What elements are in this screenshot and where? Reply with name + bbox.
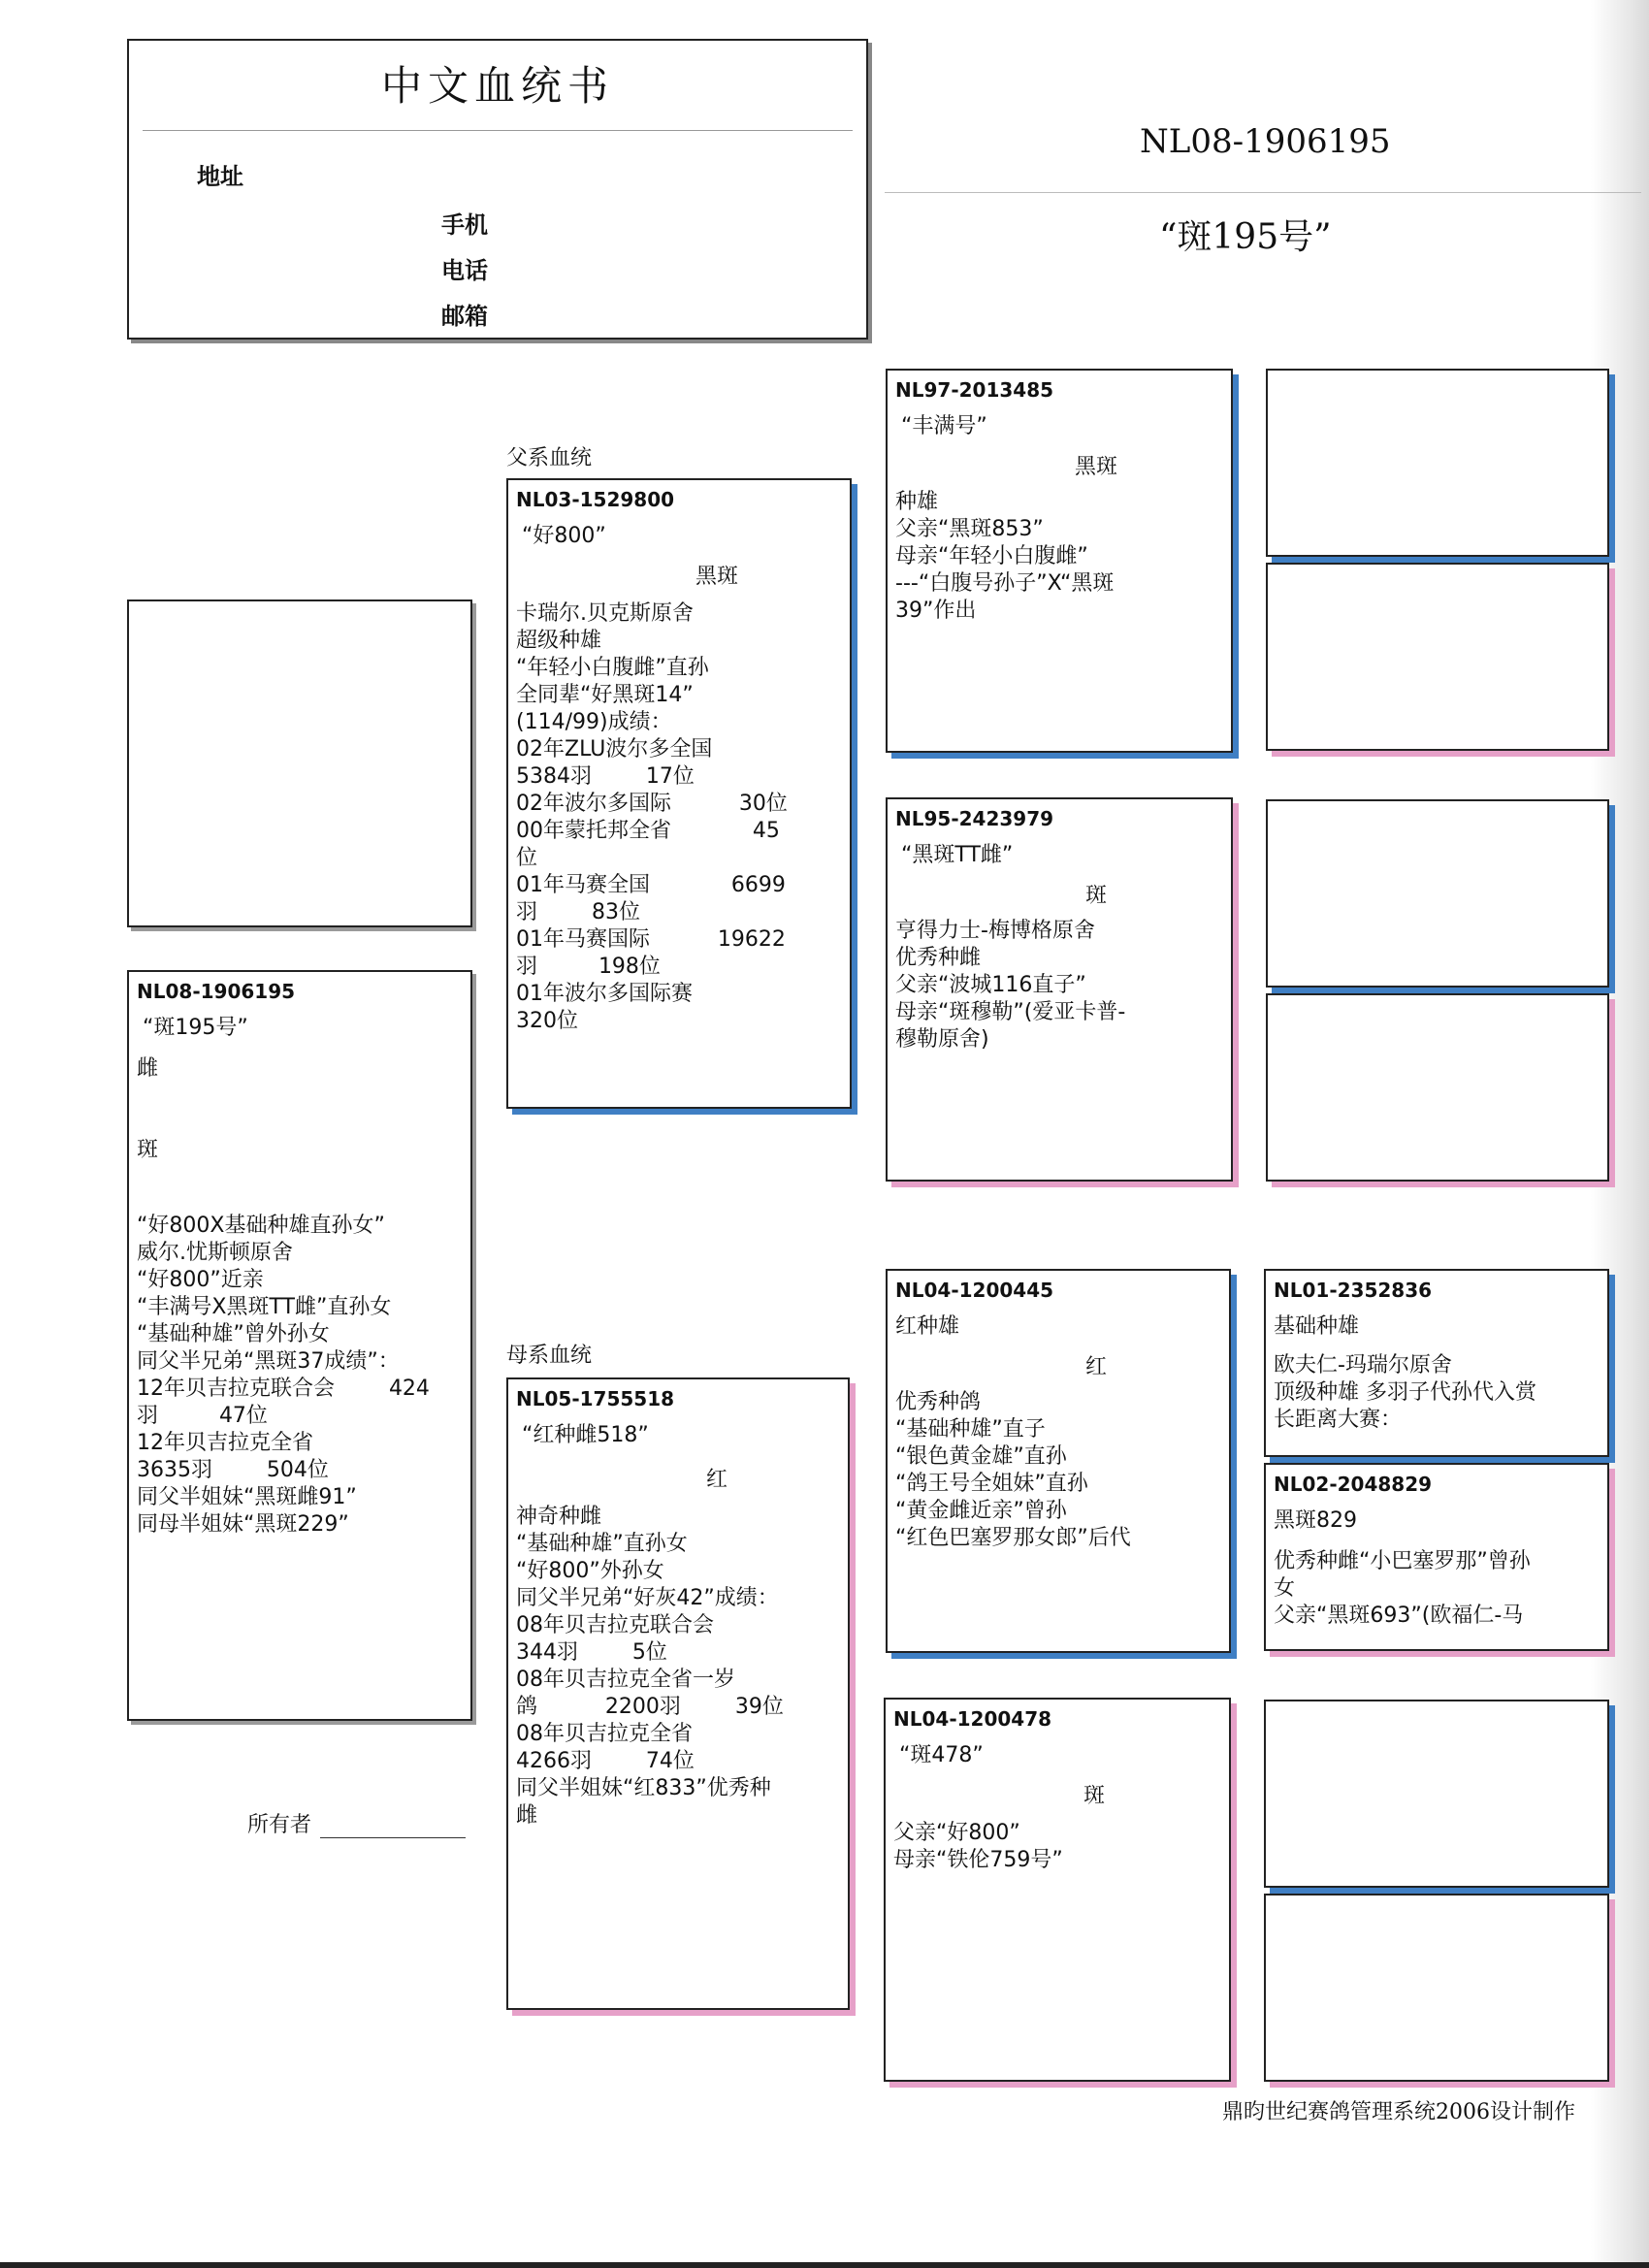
main-ring-number: NL08-1906195 [1140, 122, 1391, 161]
sire-sire-ring: NL97-2013485 [895, 378, 1054, 402]
dam-card [506, 1377, 850, 2010]
dam-notes: 神奇种雌 “基础种雄”直孙女 “好800”外孙女 同父半兄弟“好灰42”成绩： 08年贝吉拉克联合会 344羽 5位 08年贝吉拉克全省一岁 鸽 2200羽 39位 08年贝吉拉克全省 4266羽 74位 同父半姐妹“红833”优秀种 雌 [516, 1505, 784, 1828]
footer-credit: 鼎昀世纪赛鸽管理系统2006设计制作 [1222, 2100, 1575, 2124]
dam-sire-dam-ring: NL02-2048829 [1274, 1473, 1433, 1496]
header-box [127, 39, 868, 340]
sire-dam-name: “黑斑TT雌” [901, 843, 1014, 867]
dam-sire-color: 红 [1084, 1355, 1107, 1379]
mobile-label: 手机 [441, 211, 488, 239]
header-divider [143, 130, 853, 131]
dam-sire-dam-name: 黑斑829 [1274, 1508, 1357, 1533]
sire-sire-notes: 种雄 父亲“黑斑853” 母亲“年轻小白腹雌” ---“白腹号孙子”X“黑斑 39”作出 [895, 490, 1115, 623]
subject-notes: “好800X基础种雄直孙女” 威尔.忧斯顿原舍 “好800”近亲 “丰满号X黑斑TT雌”直孙女 “基础种雄”曾外孙女 同父半兄弟“黑斑37成绩”： 12年贝吉拉克联合会 424 羽 47位 12年贝吉拉克全省 3635羽 504位 同父半姐妹“黑斑雌91” 同母半姐妹“黑斑229” [137, 1214, 430, 1537]
dam-sire-dam-notes: 优秀种雌“小巴塞罗那”曾孙 女 父亲“黑斑693”(欧福仁-马 [1274, 1549, 1531, 1628]
gen4-box-7 [1264, 1700, 1609, 1888]
phone-label: 电话 [441, 257, 488, 284]
dam-name: “红种雌518” [522, 1423, 649, 1447]
gen4-box-3 [1266, 799, 1609, 988]
sire-section-label: 父系血统 [506, 446, 593, 470]
dam-dam-color: 斑 [1083, 1784, 1105, 1808]
gen4-box-8 [1264, 1894, 1609, 2082]
email-label: 邮箱 [441, 303, 488, 330]
sire-dam-color: 斑 [1084, 884, 1107, 908]
subject-name: “斑195号” [143, 1016, 248, 1040]
dam-section-label: 母系血统 [506, 1344, 593, 1368]
sire-sire-name: “丰满号” [901, 414, 987, 438]
dam-sire-ring: NL04-1200445 [895, 1279, 1054, 1302]
dam-sire-notes: 优秀种鸽 “基础种雄”直子 “银色黄金雄”直孙 “鸽王号全姐妹”直孙 “黄金雌近亲”曾孙 “红色巴塞罗那女郎”后代 [895, 1390, 1131, 1550]
owner-signature-line [320, 1837, 466, 1838]
dam-dam-ring: NL04-1200478 [893, 1707, 1052, 1731]
dam-dam-notes: 父亲“好800” 母亲“铁伦759号” [893, 1821, 1063, 1872]
sire-sire-card [886, 369, 1233, 753]
owner-label: 所有者 [247, 1813, 312, 1837]
subject-card [127, 970, 472, 1721]
sire-name: “好800” [522, 524, 606, 548]
sire-color: 黑斑 [695, 565, 738, 589]
dam-dam-card [884, 1698, 1231, 2082]
subject-sex: 雌 [137, 1056, 159, 1081]
gen4-box-2 [1266, 563, 1609, 751]
dam-dam-name: “斑478” [899, 1743, 984, 1767]
main-pigeon-name: “斑195号” [1159, 217, 1332, 257]
dam-sire-sire-ring: NL01-2352836 [1274, 1279, 1433, 1302]
dam-sire-sire-notes: 欧夫仁-玛瑞尔原舍 顶级种雄 多羽子代孙代入赏 长距离大赛： [1274, 1353, 1536, 1432]
address-label: 地址 [197, 163, 243, 190]
document-title: 中文血统书 [380, 62, 614, 110]
dam-sire-card [886, 1269, 1231, 1653]
dam-ring: NL05-1755518 [516, 1387, 675, 1410]
sire-ring: NL03-1529800 [516, 488, 675, 511]
sire-dam-card [886, 797, 1233, 1182]
photo-frame [127, 599, 472, 927]
dam-color: 红 [705, 1468, 728, 1492]
sire-dam-notes: 亨得力士-梅博格原舍 优秀种雌 父亲“波城116直子” 母亲“斑穆勒”(爱亚卡普- 穆勒原舍) [895, 919, 1126, 1052]
subject-color: 斑 [137, 1138, 159, 1162]
page-bottom-edge [0, 2262, 1649, 2268]
dam-sire-dam-card [1264, 1463, 1609, 1651]
title-divider [885, 192, 1641, 193]
gen4-box-1 [1266, 369, 1609, 557]
sire-card [506, 478, 852, 1109]
dam-sire-sire-card [1264, 1269, 1609, 1457]
gen4-box-4 [1266, 993, 1609, 1182]
sire-dam-ring: NL95-2423979 [895, 807, 1054, 830]
sire-notes: 卡瑞尔.贝克斯原舍 超级种雄 “年轻小白腹雌”直孙 全同辈“好黑斑14” (114/99)成绩： 02年ZLU波尔多全国 5384羽 17位 02年波尔多国际 30位 00年蒙托邦全省 45 位 01年马赛全国 6699 羽 83位 01年马赛国际 19622 羽 198位 01年波尔多国际赛 320位 [516, 601, 788, 1033]
dam-sire-sire-name: 基础种雄 [1274, 1314, 1360, 1339]
sire-sire-color: 黑斑 [1074, 455, 1117, 479]
dam-sire-name: 红种雄 [895, 1314, 960, 1339]
subject-ring: NL08-1906195 [137, 980, 296, 1003]
